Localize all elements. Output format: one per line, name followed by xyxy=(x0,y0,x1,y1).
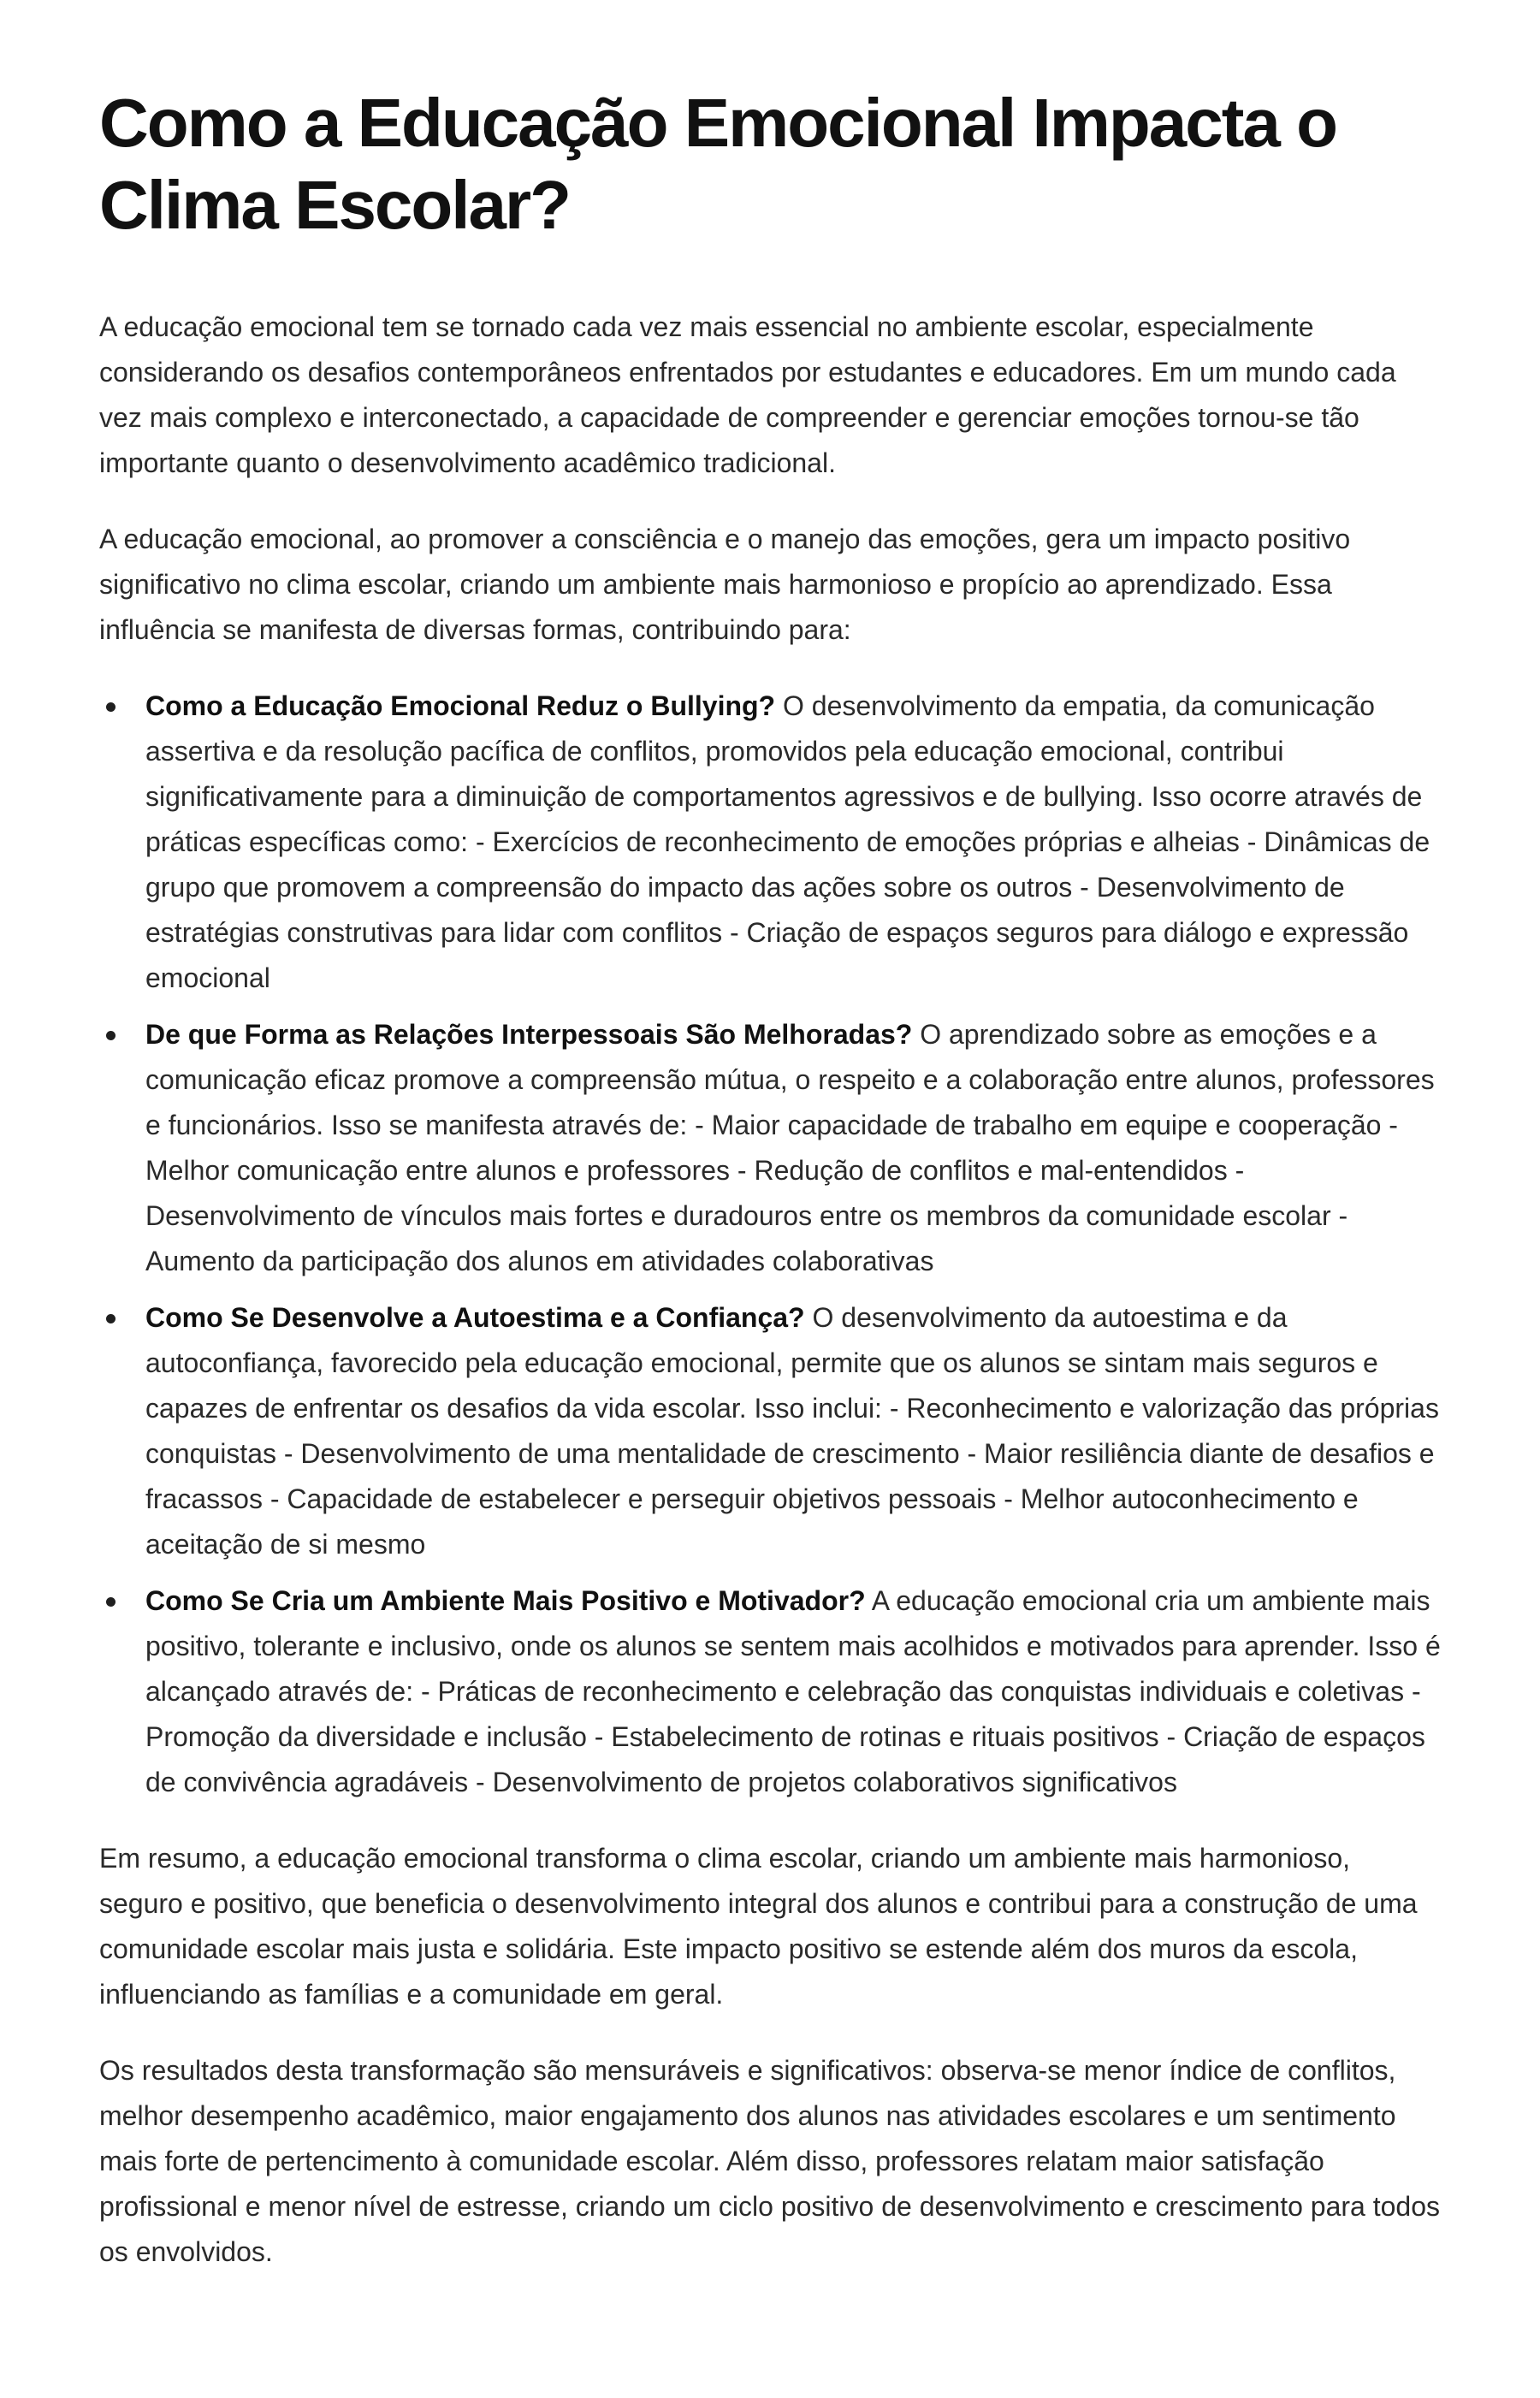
faq-list xyxy=(99,684,1441,1805)
faq-answer: A educação emocional cria um ambiente mais positivo, tolerante e inclusivo, onde os alunos se sentem mais acolhidos e motivados para aprender. Isso é alcançado através de: - Práticas de reconhecimento e celebração das conquistas individuais e coletivas - Promoção da diversidade e inclusão - Estabelecimento de rotinas e rituais positivos - Criação de espaços de convivência agradáveis - Desenvolvimento de projetos colaborativos significativos xyxy=(145,1585,1441,1797)
faq-question: Como Se Desenvolve a Autoestima e a Confiança? xyxy=(145,1302,805,1333)
list-item xyxy=(145,1012,1441,1284)
faq-question: Como Se Cria um Ambiente Mais Positivo e Motivador? xyxy=(145,1585,866,1616)
intro-paragraph: A educação emocional tem se tornado cada vez mais essencial no ambiente escolar, especialmente considerando os desafios contemporâneos enfrentados por estudantes e educadores. Em um mundo cada vez mais complexo e interconectado, a capacidade de compreender e gerenciar emoções tornou-se tão importante quanto o desenvolvimento acadêmico tradicional. xyxy=(99,311,1396,478)
intro-paragraph: A educação emocional, ao promover a consciência e o manejo das emoções, gera um impacto positivo significativo no clima escolar, criando um ambiente mais harmonioso e propício ao aprendizado. Essa influência se manifesta de diversas formas, contribuindo para: xyxy=(99,524,1351,645)
faq-question: Como a Educação Emocional Reduz o Bullying? xyxy=(145,690,776,721)
list-item xyxy=(145,1578,1441,1805)
list-item xyxy=(145,684,1441,1001)
summary-paragraph: Em resumo, a educação emocional transforma o clima escolar, criando um ambiente mais harmonioso, seguro e positivo, que beneficia o desenvolvimento integral dos alunos e contribui para a construção de uma comunidade escolar mais justa e solidária. Este impacto positivo se estende além dos muros da escola, influenciando as famílias e a comunidade em geral. xyxy=(99,1843,1418,2010)
results-paragraph: Os resultados desta transformação são mensuráveis e significativos: observa-se menor índice de conflitos, melhor desempenho acadêmico, maior engajamento dos alunos nas atividades escolares e um sentimento mais forte de pertencimento à comunidade escolar. Além disso, professores relatam maior satisfação profissional e menor nível de estresse, criando um ciclo positivo de desenvolvimento e crescimento para todos os envolvidos. xyxy=(99,2055,1441,2267)
faq-answer: O desenvolvimento da autoestima e da autoconfiança, favorecido pela educação emocional, permite que os alunos se sintam mais seguros e capazes de enfrentar os desafios da vida escolar. Isso inclui: - Reconhecimento e valorização das próprias conquistas - Desenvolvimento de uma mentalidade de crescimento - Maior resiliência diante de desafios e fracassos - Capacidade de estabelecer e perseguir objetivos pessoais - Melhor autoconhecimento e aceitação de si mesmo xyxy=(145,1302,1439,1560)
faq-question: De que Forma as Relações Interpessoais São Melhoradas? xyxy=(145,1019,913,1050)
faq-answer: O aprendizado sobre as emoções e a comunicação eficaz promove a compreensão mútua, o respeito e a colaboração entre alunos, professores e funcionários. Isso se manifesta através de: - Maior capacidade de trabalho em equipe e cooperação - Melhor comunicação entre alunos e professores - Redução de conflitos e mal-entendidos - Desenvolvimento de vínculos mais fortes e duradouros entre os membros da comunidade escolar - Aumento da participação dos alunos em atividades colaborativas xyxy=(145,1019,1435,1276)
faq-answer: O desenvolvimento da empatia, da comunicação assertiva e da resolução pacífica de conflitos, promovidos pela educação emocional, contribui significativamente para a diminuição de comportamentos agressivos e de bullying. Isso ocorre através de práticas específicas como: - Exercícios de reconhecimento de emoções próprias e alheias - Dinâmicas de grupo que promovem a compreensão do impacto das ações sobre os outros - Desenvolvimento de estratégias construtivas para lidar com conflitos - Criação de espaços seguros para diálogo e expressão emocional xyxy=(145,690,1430,993)
page-title: Como a Educação Emocional Impacta o Clima Escolar? xyxy=(99,85,1336,243)
list-item xyxy=(145,1295,1441,1567)
